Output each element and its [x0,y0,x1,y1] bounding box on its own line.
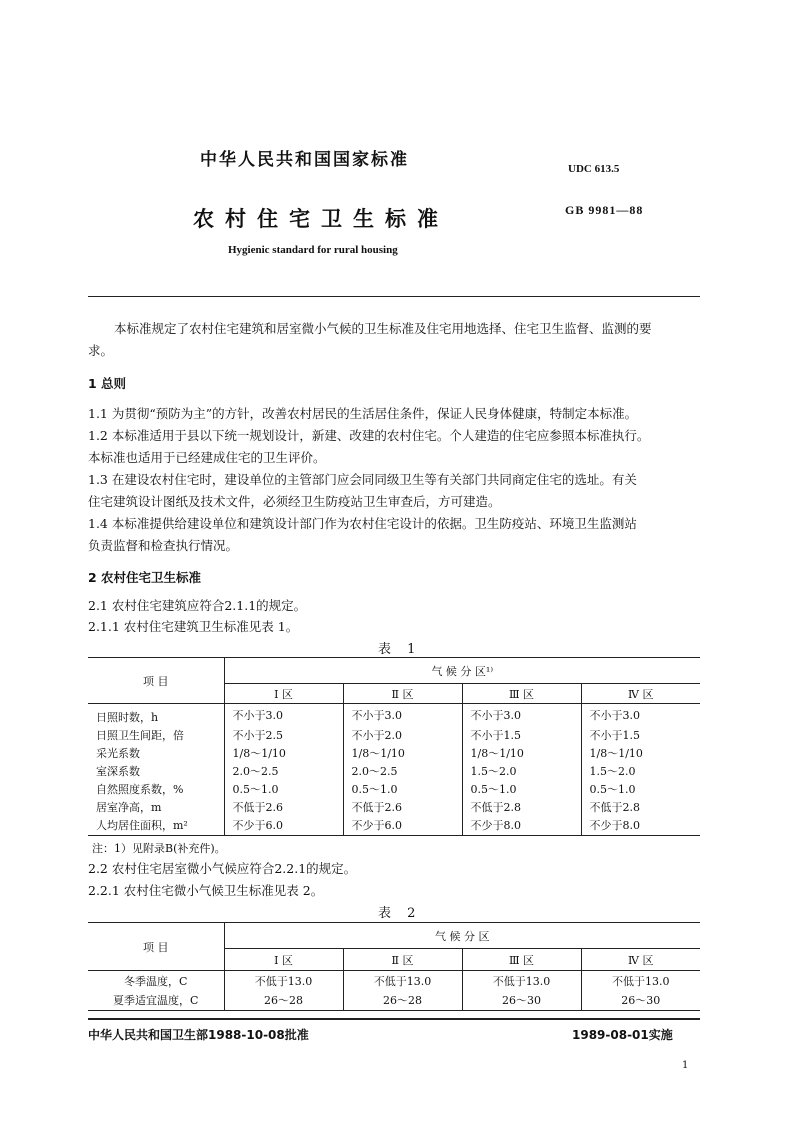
table-cell: 室深系数 [96,764,140,778]
national-standard-label: 中华人民共和国国家标准 [200,150,409,170]
table-row [88,971,700,991]
table-row [88,704,700,726]
table-1-zone-header: Ⅱ 区 [343,684,462,704]
table-cell: 不低于13.0 [224,971,343,991]
table-cell: 不小于1.5 [581,726,700,744]
table-1-caption: 表 1 [378,642,422,657]
header-divider [88,296,700,297]
clause-1-2-line-1: 1.2 本标准适用于县以下统一规划设计，新建、改建的农村住宅。个人建造的住宅应参照本标准执行。 [88,428,650,443]
table-cell: 不少于6.0 [224,816,343,836]
table-2-zone-group-header: 气 候 分 区 [224,923,700,949]
table-cell: 26～28 [224,991,343,1011]
table-cell: 26～30 [581,991,700,1011]
clause-1-3-line-2: 住宅建筑设计图纸及技术文件，必须经卫生防疫站卫生审查后，方可建造。 [88,494,501,509]
table-2-zone-header: Ⅲ 区 [462,949,581,971]
clause-1-4-line-2: 负责监督和检查执行情况。 [88,538,239,553]
table-2-zone-header: Ⅰ 区 [224,949,343,971]
table-cell: 1/8～1/10 [343,744,462,762]
table-cell: 0.5～1.0 [462,780,581,798]
table-cell: 夏季适宜温度，C [88,991,224,1011]
table-cell: 不低于2.6 [343,798,462,816]
table-cell: 1.5～2.0 [462,762,581,780]
table-cell: 日照时数，h [96,710,159,724]
table-cell: 1/8～1/10 [462,744,581,762]
clause-1-1: 1.1 为贯彻“预防为主”的方针，改善农村居民的生活居住条件，保证人民身体健康，特制定本标准。 [88,406,638,421]
table-2-item-header: 项 目 [88,923,224,971]
table-cell: 不小于3.0 [581,704,700,726]
table-cell: 26～30 [462,991,581,1011]
table-1-zone-group-header: 气 候 分 区¹⁾ [224,658,700,684]
section-2-heading: 2 农村住宅卫生标准 [88,570,202,585]
section-1-heading: 1 总则 [88,376,127,391]
table-cell: 居室净高，m [96,800,162,814]
table-cell: 1.5～2.0 [581,762,700,780]
table-cell: 日照卫生间距，倍 [96,728,184,742]
table-cell: 不低于13.0 [343,971,462,991]
intro-line-1: 本标准规定了农村住宅建筑和居室微小气候的卫生标准及住宅用地选择、住宅卫生监督、监测的要 [114,321,652,336]
table-row [88,744,700,762]
table-cell: 0.5～1.0 [224,780,343,798]
table-2-zone-header: Ⅱ 区 [343,949,462,971]
table-cell: 不低于2.8 [581,798,700,816]
table-cell: 不少于8.0 [462,816,581,836]
table-cell: 不低于2.8 [462,798,581,816]
table-row [88,991,700,1011]
table-cell: 2.0～2.5 [224,762,343,780]
table-row [88,816,700,836]
table-cell: 0.5～1.0 [581,780,700,798]
table-cell: 不小于3.0 [462,704,581,726]
table-cell: 不小于2.0 [343,726,462,744]
table-cell: 不少于8.0 [581,816,700,836]
clause-2-2: 2.2 农村住宅居室微小气候应符合2.2.1的规定。 [88,861,357,876]
table-1-item-header: 项 目 [88,658,224,704]
udc-number: UDC 613.5 [568,163,620,175]
table-2 [88,922,700,1011]
clause-2-1-1: 2.1.1 农村住宅建筑卫生标准见表 1。 [88,619,299,634]
clause-2-1: 2.1 农村住宅建筑应符合2.1.1的规定。 [88,598,307,613]
footer-divider [88,1018,700,1020]
table-cell: 1/8～1/10 [581,744,700,762]
page-number: 1 [682,1060,689,1071]
table-2-zone-header: Ⅳ 区 [581,949,700,971]
table-cell: 不小于2.5 [224,726,343,744]
table-cell: 不低于2.6 [224,798,343,816]
document-title: 农村住宅卫生标准 [193,207,449,231]
table-cell: 不小于1.5 [462,726,581,744]
table-row [88,780,700,798]
table-cell: 采光系数 [96,746,140,760]
table-1 [88,657,700,836]
table-cell: 1/8～1/10 [224,744,343,762]
table-cell: 冬季温度，C [124,974,188,988]
table-cell: 不小于3.0 [224,704,343,726]
table-row [88,726,700,744]
table-1-zone-header: Ⅲ 区 [462,684,581,704]
english-title: Hygienic standard for rural housing [228,244,398,256]
table-1-zone-header: Ⅰ 区 [224,684,343,704]
table-cell: 人均居住面积，m² [88,816,224,836]
table-1-zone-header: Ⅳ 区 [581,684,700,704]
table-1-note: 注：1）见附录B(补充件)。 [92,842,226,855]
clause-1-3-line-1: 1.3 在建设农村住宅时，建设单位的主管部门应会同同级卫生等有关部门共同商定住宅的选址。有关 [88,472,637,487]
clause-1-2-line-2: 本标准也适用于已经建成住宅的卫生评价。 [88,450,326,465]
implementation-date: 1989-08-01实施 [572,1028,673,1042]
intro-line-2: 求。 [88,343,114,358]
table-row [88,798,700,816]
clause-2-2-1: 2.2.1 农村住宅微小气候卫生标准见表 2。 [88,883,324,898]
table-cell: 自然照度系数，% [96,782,184,796]
table-cell: 26～28 [343,991,462,1011]
table-row [88,762,700,780]
table-2-caption: 表 2 [378,906,422,921]
table-cell: 2.0～2.5 [343,762,462,780]
gb-number: GB 9981—88 [565,203,644,217]
table-cell: 不低于13.0 [462,971,581,991]
table-cell: 不小于3.0 [343,704,462,726]
clause-1-4-line-1: 1.4 本标准提供给建设单位和建筑设计部门作为农村住宅设计的依据。卫生防疫站、环境卫生监测站 [88,516,637,531]
table-cell: 0.5～1.0 [343,780,462,798]
table-cell: 不少于6.0 [343,816,462,836]
table-cell: 不低于13.0 [581,971,700,991]
approval-line: 中华人民共和国卫生部1988-10-08批准 [88,1028,309,1042]
